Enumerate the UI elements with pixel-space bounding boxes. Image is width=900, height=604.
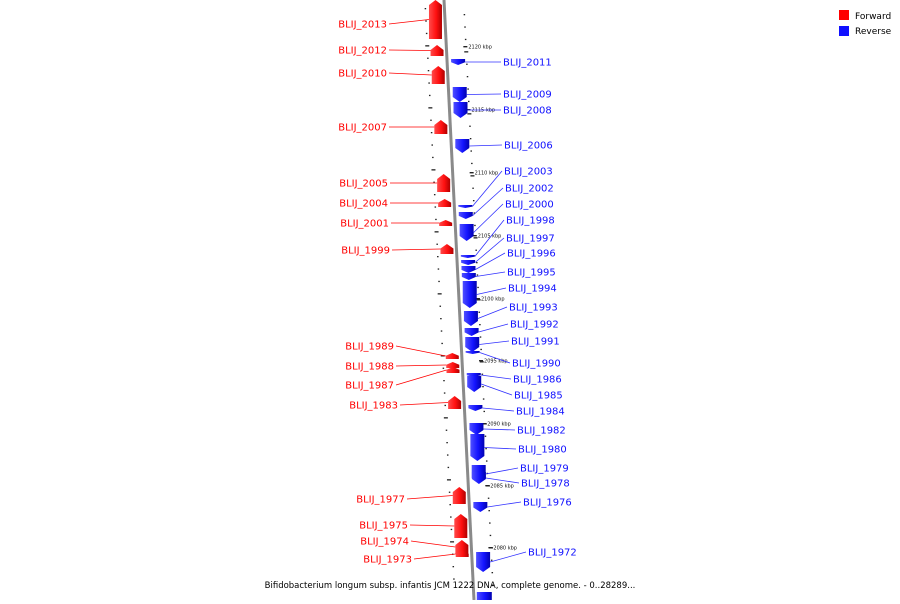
gene-leader-line [396, 370, 447, 385]
gene-leader-line [400, 403, 448, 406]
tick-mark-right [468, 101, 470, 102]
tick-mark-left [443, 380, 445, 381]
gene-leader-line [414, 554, 456, 559]
gene-label-blij-1987[interactable]: BLIJ_1987 [345, 380, 394, 392]
gene-leader-line [411, 541, 455, 547]
kbp-label: 2120 kbp [468, 44, 492, 51]
tick-mark-left [432, 157, 434, 158]
tick-mark-right [469, 126, 471, 127]
gene-arrow-blij-2005[interactable] [437, 174, 450, 192]
tick-mark-left [441, 343, 443, 344]
tick-mark-right [473, 200, 475, 201]
tick-mark-right [464, 51, 468, 52]
tick-mark-right [464, 26, 466, 27]
gene-arrow-blij-1972[interactable] [476, 552, 490, 572]
gene-label-blij-2004[interactable]: BLIJ_2004 [339, 198, 388, 210]
gene-arrow-blij-2012[interactable] [431, 45, 444, 56]
gene-arrow-blij-2009[interactable] [453, 87, 467, 102]
gene-arrow-blij-2013[interactable] [429, 0, 442, 39]
tick-mark-left [428, 107, 432, 108]
tick-mark-left [451, 529, 453, 530]
gene-leader-line [476, 272, 505, 277]
gene-arrow-blij-1989[interactable] [446, 353, 459, 359]
gene-label-blij-1975[interactable]: BLIJ_1975 [359, 520, 408, 532]
gene-arrow-blij-1992[interactable] [465, 328, 479, 336]
kbp-label: 2085 kbp [490, 483, 514, 490]
gene-label-blij-2008[interactable]: BLIJ_2008 [503, 105, 552, 117]
gene-label-blij-1977[interactable]: BLIJ_1977 [356, 494, 405, 506]
gene-label-blij-1989[interactable]: BLIJ_1989 [345, 341, 394, 353]
kbp-label: 2105 kbp [477, 233, 502, 240]
kbp-tick [463, 46, 467, 47]
gene-label-blij-2006[interactable]: BLIJ_2006 [504, 140, 553, 152]
tick-mark-right [465, 39, 467, 40]
tick-mark-left [435, 206, 437, 207]
gene-arrow-blij-2002[interactable] [459, 212, 473, 219]
gene-leader-line [392, 249, 440, 250]
gene-leader-line [486, 468, 518, 474]
gene-leader-line [479, 341, 509, 345]
tick-mark-left [425, 45, 429, 46]
legend-reverse-label: Reverse [855, 27, 892, 37]
gene-arrow-blij-1978[interactable] [472, 472, 486, 484]
gene-leader-line [467, 94, 501, 95]
gene-label-blij-2002[interactable]: BLIJ_2002 [505, 183, 554, 195]
tick-mark-right [476, 262, 478, 263]
gene-arrow-blij-1993[interactable] [464, 311, 478, 326]
gene-label-blij-1984[interactable]: BLIJ_1984 [516, 406, 565, 418]
gene-label-blij-1993[interactable]: BLIJ_1993 [509, 302, 558, 314]
tick-mark-right [489, 522, 491, 523]
gene-arrow-blij-1988[interactable] [446, 362, 459, 368]
gene-leader-line [474, 204, 503, 233]
gene-arrow-blij-1999[interactable] [440, 244, 453, 254]
tick-mark-right [486, 460, 488, 461]
gene-label-blij-2010[interactable]: BLIJ_2010 [338, 68, 387, 80]
tick-mark-left [444, 405, 446, 406]
tick-mark-left [438, 281, 440, 282]
gene-label-blij-1997[interactable]: BLIJ_1997 [506, 233, 555, 245]
gene-label-blij-1980[interactable]: BLIJ_1980 [518, 444, 567, 456]
tick-mark-left [427, 58, 429, 59]
tick-mark-right [482, 386, 484, 387]
gene-label-blij-1985[interactable]: BLIJ_1985 [514, 390, 563, 402]
tick-mark-left [453, 566, 455, 567]
tick-mark-left [429, 95, 431, 96]
gene-leader-line [389, 20, 429, 25]
tick-mark-left [449, 504, 451, 505]
gene-label-blij-1991[interactable]: BLIJ_1991 [511, 336, 560, 348]
tick-mark-left [446, 442, 448, 443]
tick-mark-right [472, 188, 474, 189]
tick-mark-left [446, 430, 448, 431]
kbp-label: 2115 kbp [471, 107, 496, 114]
gene-leader-line [469, 145, 502, 146]
gene-arrow-blij-2004[interactable] [438, 199, 451, 207]
gene-leader-line [407, 496, 453, 500]
gene-label-blij-1986[interactable]: BLIJ_1986 [513, 374, 562, 386]
tick-mark-right [467, 88, 469, 89]
tick-mark-right [482, 374, 484, 375]
tick-mark-right [475, 250, 477, 251]
tick-mark-left [437, 256, 439, 257]
gene-leader-line [487, 502, 521, 507]
gene-leader-line [483, 429, 515, 430]
legend-reverse-swatch [839, 26, 849, 36]
tick-mark-left [435, 219, 437, 220]
gene-label-blij-1972[interactable]: BLIJ_1972 [528, 547, 577, 559]
gene-label-blij-2011[interactable]: BLIJ_2011 [503, 57, 552, 69]
tick-mark-right [491, 560, 493, 561]
gene-leader-line [481, 375, 511, 379]
tick-mark-left [430, 120, 432, 121]
gene-leader-line [396, 365, 446, 366]
gene-arrow-blij-1998[interactable] [461, 255, 475, 258]
gene-label-blij-1974[interactable]: BLIJ_1974 [360, 536, 409, 548]
tick-mark-left [450, 516, 452, 517]
gene-label-blij-1983[interactable]: BLIJ_1983 [349, 400, 398, 412]
tick-mark-left [431, 169, 435, 170]
gene-label-blij-2013[interactable]: BLIJ_2013 [338, 19, 387, 31]
tick-mark-left [431, 144, 433, 145]
tick-mark-left [438, 293, 442, 294]
tick-mark-right [485, 448, 487, 449]
tick-mark-left [448, 467, 450, 468]
gene-arrow-blij-1982[interactable] [469, 423, 483, 435]
gene-arrow-blij-1980[interactable] [470, 434, 484, 461]
gene-label-blij-2005[interactable]: BLIJ_2005 [339, 178, 388, 190]
tick-mark-right [488, 510, 490, 511]
tick-mark-left [434, 194, 436, 195]
tick-mark-right [479, 312, 481, 313]
gene-arrow-blij-2000[interactable] [460, 224, 474, 241]
gene-leader-line [490, 552, 526, 562]
tick-mark-left [447, 479, 451, 480]
tick-mark-right [470, 150, 472, 151]
gene-label-blij-1992[interactable]: BLIJ_1992 [510, 319, 559, 331]
kbp-label: 2110 kbp [474, 170, 499, 177]
gene-label-blij-1982[interactable]: BLIJ_1982 [517, 425, 566, 437]
tick-mark-left [428, 70, 430, 71]
gene-arrow-blij-2006[interactable] [455, 139, 469, 153]
gene-leader-line [475, 253, 505, 270]
tick-mark-left [443, 368, 445, 369]
tick-mark-right [470, 138, 472, 139]
tick-mark-right [485, 436, 487, 437]
gene-arrow-blij-1976[interactable] [473, 502, 487, 512]
tick-mark-left [450, 541, 454, 542]
gene-arrow-blij-1996[interactable] [461, 266, 475, 273]
gene-leader-line [473, 188, 503, 216]
gene-arrow-blij-1985[interactable] [467, 376, 481, 392]
gene-leader-line [396, 346, 446, 356]
tick-mark-right [490, 535, 492, 536]
gene-label-blij-1999[interactable]: BLIJ_1999 [341, 245, 390, 257]
gene-label-blij-1973[interactable]: BLIJ_1973 [363, 554, 412, 566]
tick-mark-right [488, 498, 490, 499]
gene-label-blij-1979[interactable]: BLIJ_1979 [520, 463, 569, 475]
tick-mark-left [435, 231, 439, 232]
gene-label-blij-2001[interactable]: BLIJ_2001 [340, 218, 389, 230]
gene-arrow-blij-1995[interactable] [462, 273, 476, 280]
gene-label-blij-1978[interactable]: BLIJ_1978 [521, 478, 570, 490]
gene-arrow-blij-1984[interactable] [468, 405, 482, 411]
gene-label-blij-2012[interactable]: BLIJ_2012 [338, 45, 387, 57]
tick-mark-left [438, 268, 440, 269]
kbp-tick [479, 360, 483, 361]
gene-leader-line [482, 408, 514, 411]
gene-arrow-blij-2011[interactable] [451, 59, 465, 65]
gene-leader-line [477, 288, 506, 295]
gene-arrow-blij-1994[interactable] [463, 281, 477, 308]
tick-mark-left [449, 492, 451, 493]
kbp-label: 2095 kbp [484, 358, 508, 365]
tick-mark-right [471, 163, 473, 164]
gene-arrow-blij-1983[interactable] [448, 396, 461, 409]
gene-label-blij-1976[interactable]: BLIJ_1976 [523, 497, 572, 509]
gene-label-blij-1994[interactable]: BLIJ_1994 [508, 283, 557, 295]
gene-arrow-blij-2007[interactable] [434, 120, 447, 134]
gene-label-blij-1990[interactable]: BLIJ_1990 [512, 358, 561, 370]
gene-leader-line [478, 307, 507, 319]
gene-leader-line [484, 448, 516, 450]
legend [839, 10, 892, 37]
tick-mark-right [483, 398, 485, 399]
gene-leader-line [479, 324, 508, 332]
gene-leader-line [481, 384, 512, 395]
tick-mark-left [453, 578, 455, 579]
gene-arrow-blij-1997[interactable] [461, 260, 475, 265]
kbp-label: 2090 kbp [487, 421, 511, 428]
tick-mark-right [466, 64, 468, 65]
gene-arrow-blij-2008[interactable] [454, 102, 468, 118]
gene-arrow-partial [477, 592, 492, 600]
gene-leader-line [389, 73, 432, 75]
gene-label-blij-1995[interactable]: BLIJ_1995 [507, 267, 556, 279]
tick-mark-left [428, 82, 430, 83]
tick-mark-right [477, 274, 479, 275]
gene-arrow-blij-1991[interactable] [465, 337, 479, 352]
tick-mark-left [426, 33, 428, 34]
gene-leader-line [486, 478, 519, 483]
legend-forward-label: Forward [855, 12, 892, 22]
tick-mark-left [440, 318, 442, 319]
gene-arrow-blij-1975[interactable] [454, 514, 467, 538]
tick-mark-right [492, 572, 494, 573]
tick-mark-right [464, 14, 466, 15]
tick-mark-left [444, 417, 448, 418]
tick-mark-right [483, 411, 485, 412]
gene-label-blij-1988[interactable]: BLIJ_1988 [345, 361, 394, 373]
gene-arrow-blij-1990[interactable] [466, 351, 480, 354]
gene-label-blij-2000[interactable]: BLIJ_2000 [505, 199, 554, 211]
kbp-tick [485, 485, 489, 486]
kbp-tick [488, 547, 492, 548]
gene-arrow-blij-2010[interactable] [432, 66, 445, 84]
gene-leader-line [389, 50, 431, 51]
gene-label-blij-2009[interactable]: BLIJ_2009 [503, 89, 552, 101]
tick-mark-left [441, 330, 443, 331]
kbp-label: 2080 kbp [493, 545, 517, 552]
tick-mark-right [467, 76, 469, 77]
tick-mark-left [436, 244, 438, 245]
kbp-label: 2100 kbp [480, 296, 505, 303]
gene-label-blij-1998[interactable]: BLIJ_1998 [506, 215, 555, 227]
gene-leader-line [410, 525, 454, 526]
gene-arrow-blij-2001[interactable] [439, 220, 452, 226]
tick-mark-right [479, 324, 481, 325]
tick-mark-left [447, 454, 449, 455]
gene-label-blij-2003[interactable]: BLIJ_2003 [504, 166, 553, 178]
tick-mark-right [480, 349, 482, 350]
kbp-tick [470, 172, 474, 173]
gene-arrow-blij-1977[interactable] [453, 487, 466, 504]
genome-caption: Bifidobacterium longum subsp. infantis JCM 1222 DNA, complete genome. - 0..28289... [264, 581, 636, 591]
tick-mark-right [477, 287, 479, 288]
tick-mark-right [474, 225, 476, 226]
gene-label-blij-2007[interactable]: BLIJ_2007 [338, 122, 387, 134]
gene-label-blij-1996[interactable]: BLIJ_1996 [507, 248, 556, 260]
tick-mark-right [480, 336, 482, 337]
gene-arrow-blij-2003[interactable] [458, 205, 472, 208]
tick-mark-left [444, 392, 446, 393]
tick-mark-left [425, 20, 427, 21]
tick-mark-left [440, 306, 442, 307]
tick-mark-left [425, 8, 427, 9]
tick-mark-left [431, 132, 433, 133]
legend-forward-swatch [839, 10, 849, 20]
